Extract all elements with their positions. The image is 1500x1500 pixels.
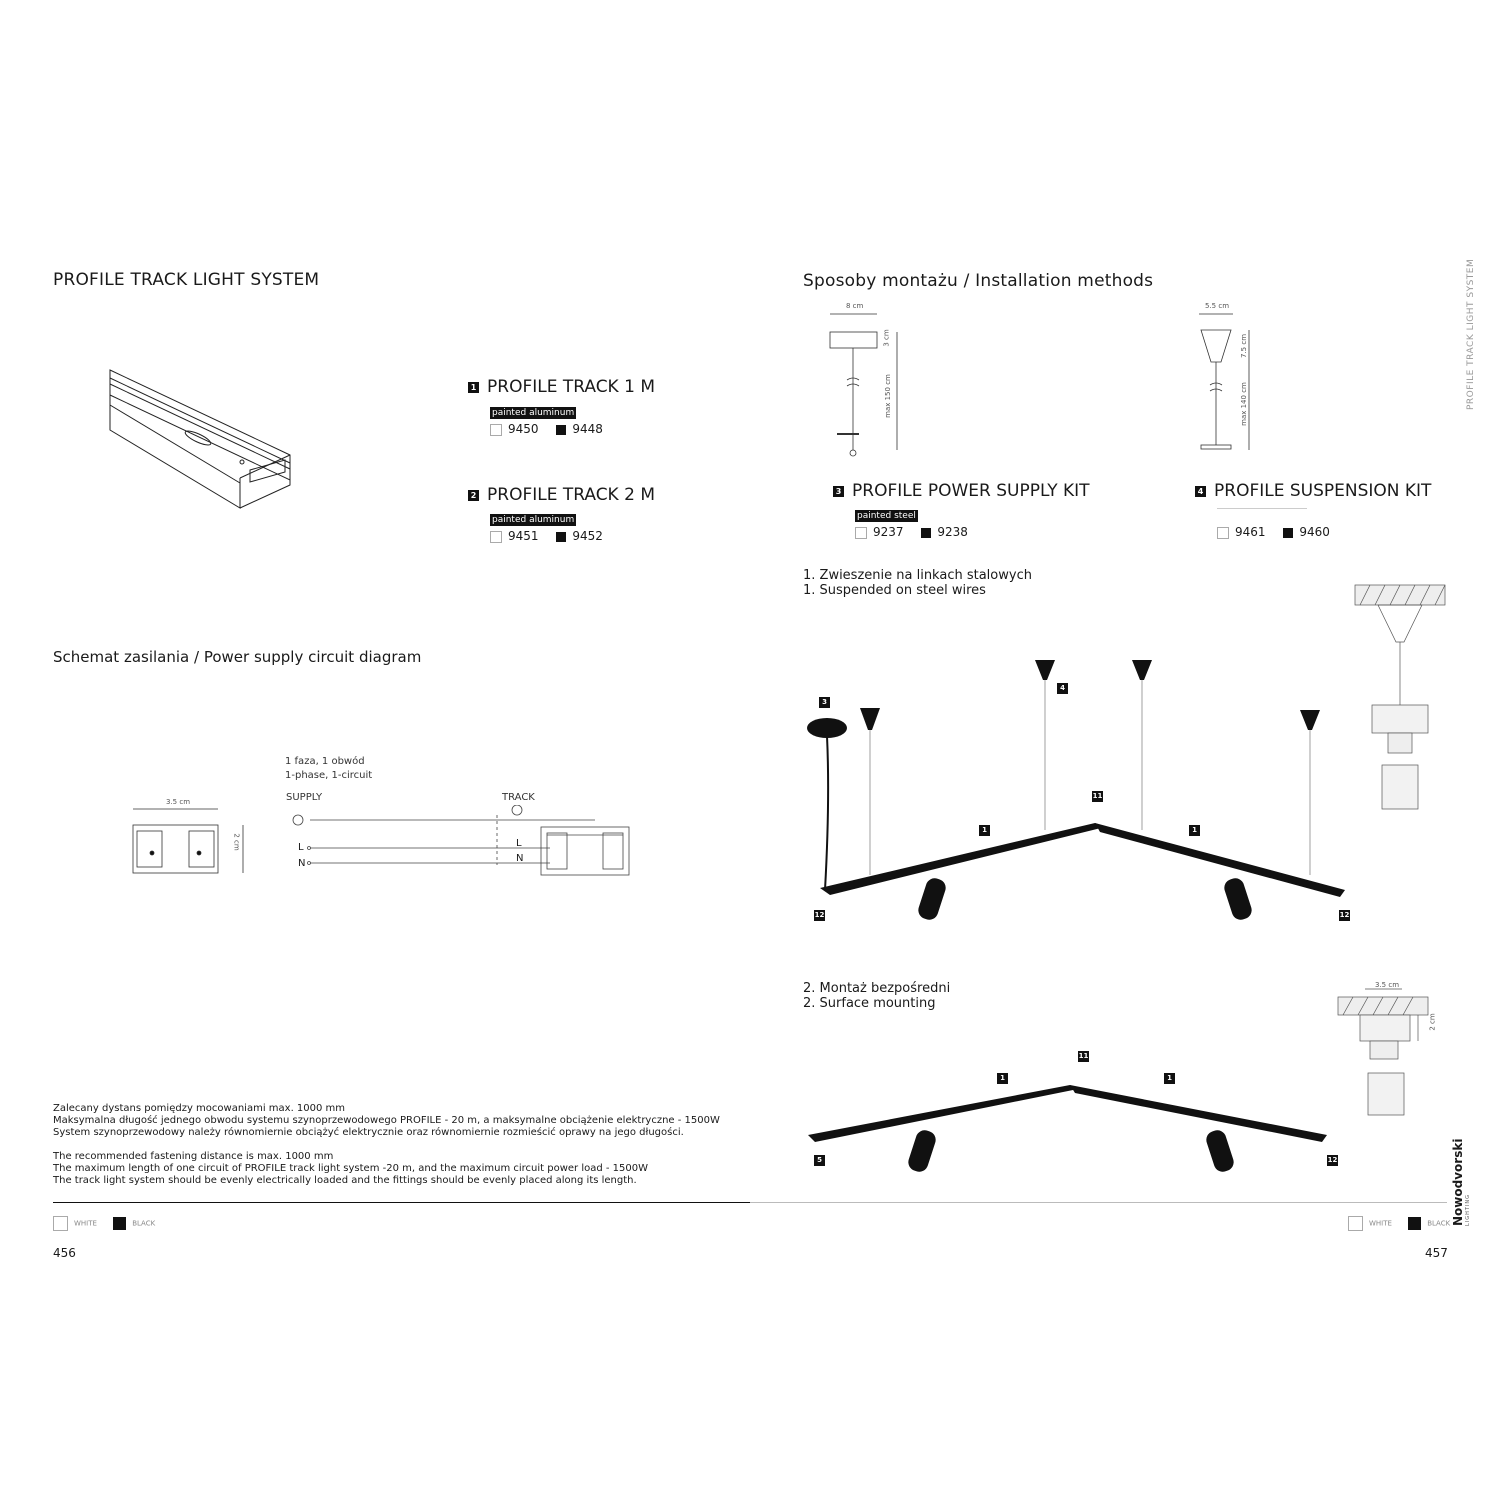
badge-power-kit: 3: [819, 697, 830, 708]
page-title-left: PROFILE TRACK LIGHT SYSTEM: [53, 270, 320, 290]
legend-white-label: WHITE: [1369, 1219, 1392, 1228]
white-swatch: [855, 527, 867, 539]
product-1-material: painted aluminum: [492, 408, 575, 418]
product-2-material: painted aluminum: [492, 515, 575, 525]
kit-4-drawing: [1195, 310, 1265, 455]
method-1-pl: 1. Zwieszenie na linkach stalowych: [803, 568, 1032, 583]
legend-black-swatch: [113, 1217, 126, 1230]
badge-surface-connector: 11: [1078, 1052, 1089, 1060]
legend-white-label: WHITE: [74, 1219, 97, 1228]
track-N-label: N: [516, 853, 524, 864]
black-swatch: [1283, 528, 1293, 538]
circuit-title: Schemat zasilania / Power supply circuit diagram: [53, 648, 422, 666]
kit-3-number: 3: [833, 486, 844, 497]
brand-logo: [1452, 1139, 1471, 1226]
badge-track-left: 1: [979, 825, 990, 836]
method-2-en: 2. Surface mounting: [803, 996, 936, 1011]
track-label: TRACK: [502, 792, 535, 803]
legend-white-swatch: [53, 1216, 68, 1231]
kit-4-material-line: [1217, 508, 1307, 509]
product-1-name: [468, 377, 655, 397]
badge-track-right: 1: [1189, 825, 1200, 836]
note-pl-2: Maksymalna długość jednego obwodu systemu szynoprzewodowego PROFILE - 20 m, a maksymalne obciążenie elektryczne - 1500W: [53, 1115, 720, 1126]
white-swatch: [1217, 527, 1229, 539]
badge-surface-endcap: 12: [1327, 1156, 1338, 1164]
white-swatch: [490, 531, 502, 543]
black-swatch: [556, 425, 566, 435]
note-en-3: The track light system should be evenly electrically loaded and the fittings should be evenly placed along its length.: [53, 1175, 637, 1186]
product-2-title: PROFILE TRACK 2 M: [487, 485, 655, 505]
kit-3-code-white: 9237: [873, 525, 904, 539]
supply-label: SUPPLY: [286, 792, 323, 803]
note-pl-1: Zalecany dystans pomiędzy mocowaniami max. 1000 mm: [53, 1103, 346, 1114]
track-L-label: L: [516, 838, 522, 849]
note-pl-3: System szynoprzewodowy należy równomiernie obciążyć elektrycznie oraz równomiernie rozmieścić oprawy na jego długości.: [53, 1127, 684, 1138]
profile-height-dim: 2 cm: [232, 833, 241, 851]
kit-4-number: 4: [1195, 486, 1206, 497]
notes-pl: [53, 1103, 720, 1139]
legend-right: [1348, 1216, 1450, 1231]
product-2-code-white: 9451: [508, 529, 539, 543]
product-2-name: [468, 485, 655, 505]
legend-white-swatch: [1348, 1216, 1363, 1231]
circuit-diagram: [285, 805, 645, 885]
kit-4-codes: [1217, 525, 1330, 539]
method-2-pl: 2. Montaż bezpośredni: [803, 981, 951, 996]
badge-surface-track-left: 1: [997, 1073, 1008, 1084]
kit-3-code-black: 9238: [937, 525, 968, 539]
page-title-right: Sposoby montażu / Installation methods: [803, 271, 1154, 291]
right-divider: [750, 1202, 1447, 1203]
kit-4-dim-h1: 7.5 cm: [1240, 333, 1249, 359]
profile-width-dim: 3.5 cm: [166, 798, 191, 806]
kit-3-codes: [855, 525, 968, 539]
kit-3-name: [833, 481, 1090, 501]
kit-4-title: PROFILE SUSPENSION KIT: [1214, 481, 1432, 501]
supply-L-label: L: [298, 842, 304, 853]
kit-4-width-dim: 5.5 cm: [1205, 302, 1230, 310]
kit-4-name: [1195, 481, 1431, 501]
kit-3-title: PROFILE POWER SUPPLY KIT: [852, 481, 1090, 501]
product-1-codes: [490, 422, 603, 436]
supply-N-label: N: [298, 858, 306, 869]
product-2-code-black: 9452: [572, 529, 603, 543]
legend-black-swatch: [1408, 1217, 1421, 1230]
method-1-en: 1. Suspended on steel wires: [803, 583, 986, 598]
product-1-title: PROFILE TRACK 1 M: [487, 377, 655, 397]
phase-pl: 1 faza, 1 obwód: [285, 756, 365, 767]
kit-3-dim-h1: 3 cm: [882, 329, 891, 347]
kit-3-width-dim: 8 cm: [846, 302, 864, 310]
left-divider: [53, 1202, 750, 1203]
suspended-installation-drawing: [800, 580, 1460, 940]
page-number-right: 457: [1425, 1246, 1448, 1260]
note-en-1: The recommended fastening distance is max. 1000 mm: [53, 1151, 334, 1162]
black-swatch: [921, 528, 931, 538]
surface-installation-drawing: [800, 985, 1450, 1185]
brand-sub: LIGHTING: [1465, 1193, 1471, 1226]
badge-suspension-kit: 4: [1057, 683, 1068, 694]
badge-endcap-left: 12: [814, 911, 825, 919]
badge-endcap-right: 12: [1339, 911, 1350, 919]
page-number-left: 456: [53, 1246, 76, 1260]
notes-en: [53, 1151, 648, 1187]
product-2-number: 2: [468, 490, 479, 501]
legend-black-label: BLACK: [132, 1219, 156, 1228]
kit-4-code-white: 9461: [1235, 525, 1266, 539]
black-swatch: [556, 532, 566, 542]
white-swatch: [490, 424, 502, 436]
surface-width-dim: 3.5 cm: [1375, 981, 1400, 989]
phase-en: 1-phase, 1-circuit: [285, 770, 373, 781]
product-1-code-white: 9450: [508, 422, 539, 436]
legend-left: [53, 1216, 155, 1231]
kit-3-drawing: [825, 310, 905, 460]
kit-3-dim-h2: max 150 cm: [883, 374, 892, 418]
side-title: PROFILE TRACK LIGHT SYSTEM: [1466, 258, 1476, 410]
profile-cross-section: [125, 805, 250, 880]
kit-3-material: painted steel: [857, 511, 916, 521]
product-1-code-black: 9448: [572, 422, 603, 436]
note-en-2: The maximum length of one circuit of PROFILE track light system -20 m, and the maximum circuit power load - 1500W: [53, 1163, 649, 1174]
product-2-codes: [490, 529, 603, 543]
brand-name: Nowodvorski: [1451, 1138, 1465, 1226]
surface-height-dim: 2 cm: [1428, 1013, 1437, 1031]
product-1-number: 1: [468, 382, 479, 393]
badge-connector: 11: [1092, 792, 1103, 800]
legend-black-label: BLACK: [1427, 1219, 1451, 1228]
kit-4-code-black: 9460: [1299, 525, 1330, 539]
kit-4-dim-h2: max 140 cm: [1239, 382, 1248, 426]
badge-surface-track-right: 1: [1164, 1073, 1175, 1084]
badge-surface-feed: 5: [814, 1155, 825, 1166]
track-illustration: [100, 360, 300, 520]
